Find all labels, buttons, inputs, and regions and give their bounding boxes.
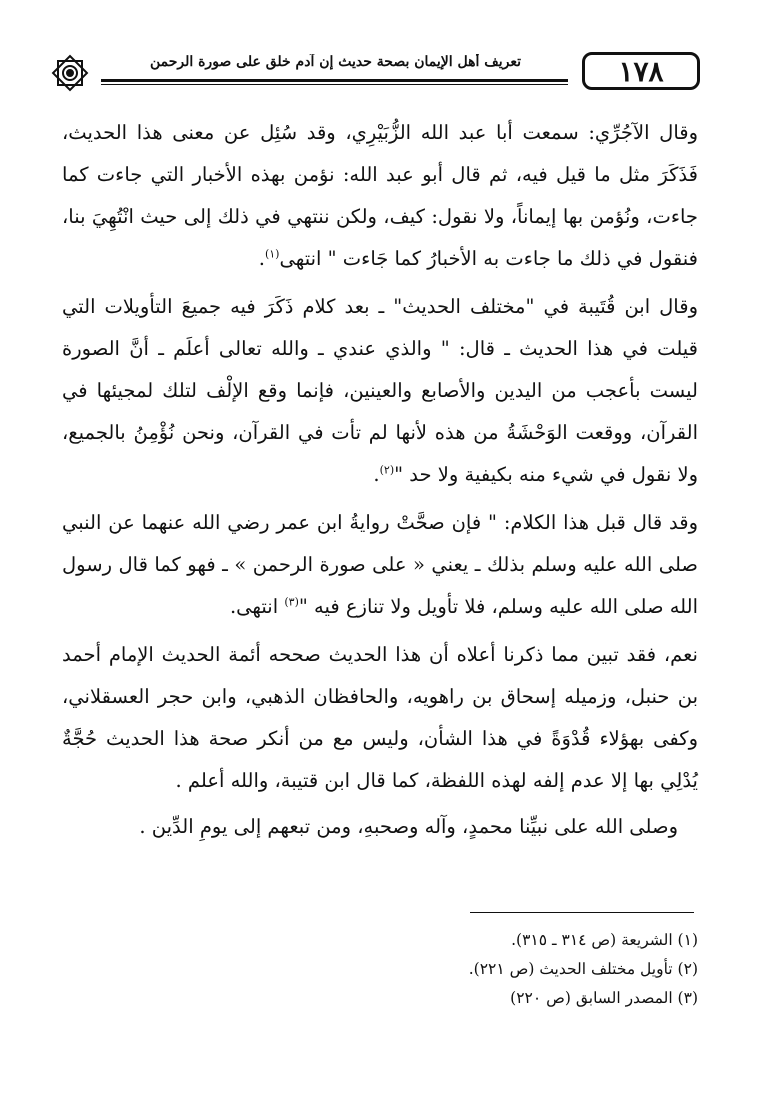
footnote-1: (١) الشريعة (ص ٣١٤ ـ ٣١٥). (511, 931, 698, 949)
footnote-divider (470, 912, 694, 913)
footnote-ref: (٣) (284, 595, 299, 609)
page-header (45, 52, 700, 94)
paragraph-ibn-umar (62, 502, 698, 628)
paragraph-text: وصلى الله على نبيِّنا محمدٍ، وآله وصحبهِ، ومن تبعهم إلى يومِ الدِّين . (139, 815, 678, 838)
star-ornament-icon (45, 52, 95, 94)
footnote-3: (٣) المصدر السابق (ص ٢٢٠) (510, 989, 698, 1007)
paragraph-tail: . (258, 247, 265, 270)
footnote-2: (٢) تأويل مختلف الحديث (ص ٢٢١). (468, 960, 698, 978)
header-rule (101, 79, 568, 82)
main-text (62, 112, 698, 848)
paragraph-ajurri (62, 112, 698, 280)
header-rule-thin (101, 84, 568, 85)
paragraph-tail: انتهى. (229, 595, 285, 618)
paragraph-ibn-qutayba (62, 286, 698, 496)
paragraph-tail: . (373, 463, 380, 486)
paragraph-conclusion (62, 634, 698, 802)
paragraph-text: وقال الآجُرِّي: سمعت أبا عبد الله الزُّبَيْرِي، وقد سُئِل عن معنى هذا الحديث، فَذَكَرَ مثل ما قيل فيه، ثم قال أبو عبد الله: نؤمن بهذه الأخبار التي جاءت كما جاءت، ونُؤمن بها إيماناً، ولا نقول: كيف، ولكن ننتهي في ذلك إلى حيث انْتُهِيَ بنا، فنقول في ذلك ما جاءت به الأخبارُ كما جَاءت " انتهى (62, 121, 698, 270)
footnotes (62, 926, 698, 1013)
paragraph-text: وقد قال قبل هذا الكلام: " فإن صحَّتْ روايةُ ابن عمر رضي الله عنهما عن النبي صلى الله عليه وسلم بذلك ـ يعني « على صورة الرحمن » ـ فهو كما قال رسول الله صلى الله عليه وسلم، فلا تأويل ولا تنازع فيه " (62, 511, 698, 618)
paragraph-closing-prayer (62, 806, 698, 848)
page-number: ١٧٨ (582, 52, 700, 90)
paragraph-text: وقال ابن قُتَيبة في "مختلف الحديث" ـ بعد كلام ذَكَرَ فيه جميعَ التأويلات التي قيلت في هذا الحديث ـ قال: " والذي عندي ـ والله تعالى أعلَم ـ أنَّ الصورة ليست بأعجب من اليدين والأصابع والعينين، فإنما وقع الإلْف لتلك لمجيئها في القرآن، ووقعت الوَحْشَةُ من هذه لأنها لم تأت في القرآن، ونحن نُؤْمِنُ بالجميع، ولا نقول في شيء منه بكيفية ولا حد " (62, 295, 698, 486)
footnote-ref: (١) (264, 247, 280, 261)
paragraph-text: نعم، فقد تبين مما ذكرنا أعلاه أن هذا الحديث صححه أئمة الحديث الإمام أحمد بن حنبل، وزميله إسحاق بن راهويه، والحافظان الذهبي، وابن حجر العسقلاني، وكفى بهؤلاء قُدْوَةً في هذا الشأن، وليس مع من أنكر صحة هذا الحديث حُجَّةٌ يُدْلِي بها إلا عدم إلفه لهذه اللفظة، كما قال ابن قتيبة، والله أعلم . (62, 643, 698, 792)
running-title: تعريف أهل الإيمان بصحة حديث إن آدم خلق على صورة الرحمن (149, 54, 522, 70)
footnote-ref: (٢) (379, 463, 395, 477)
